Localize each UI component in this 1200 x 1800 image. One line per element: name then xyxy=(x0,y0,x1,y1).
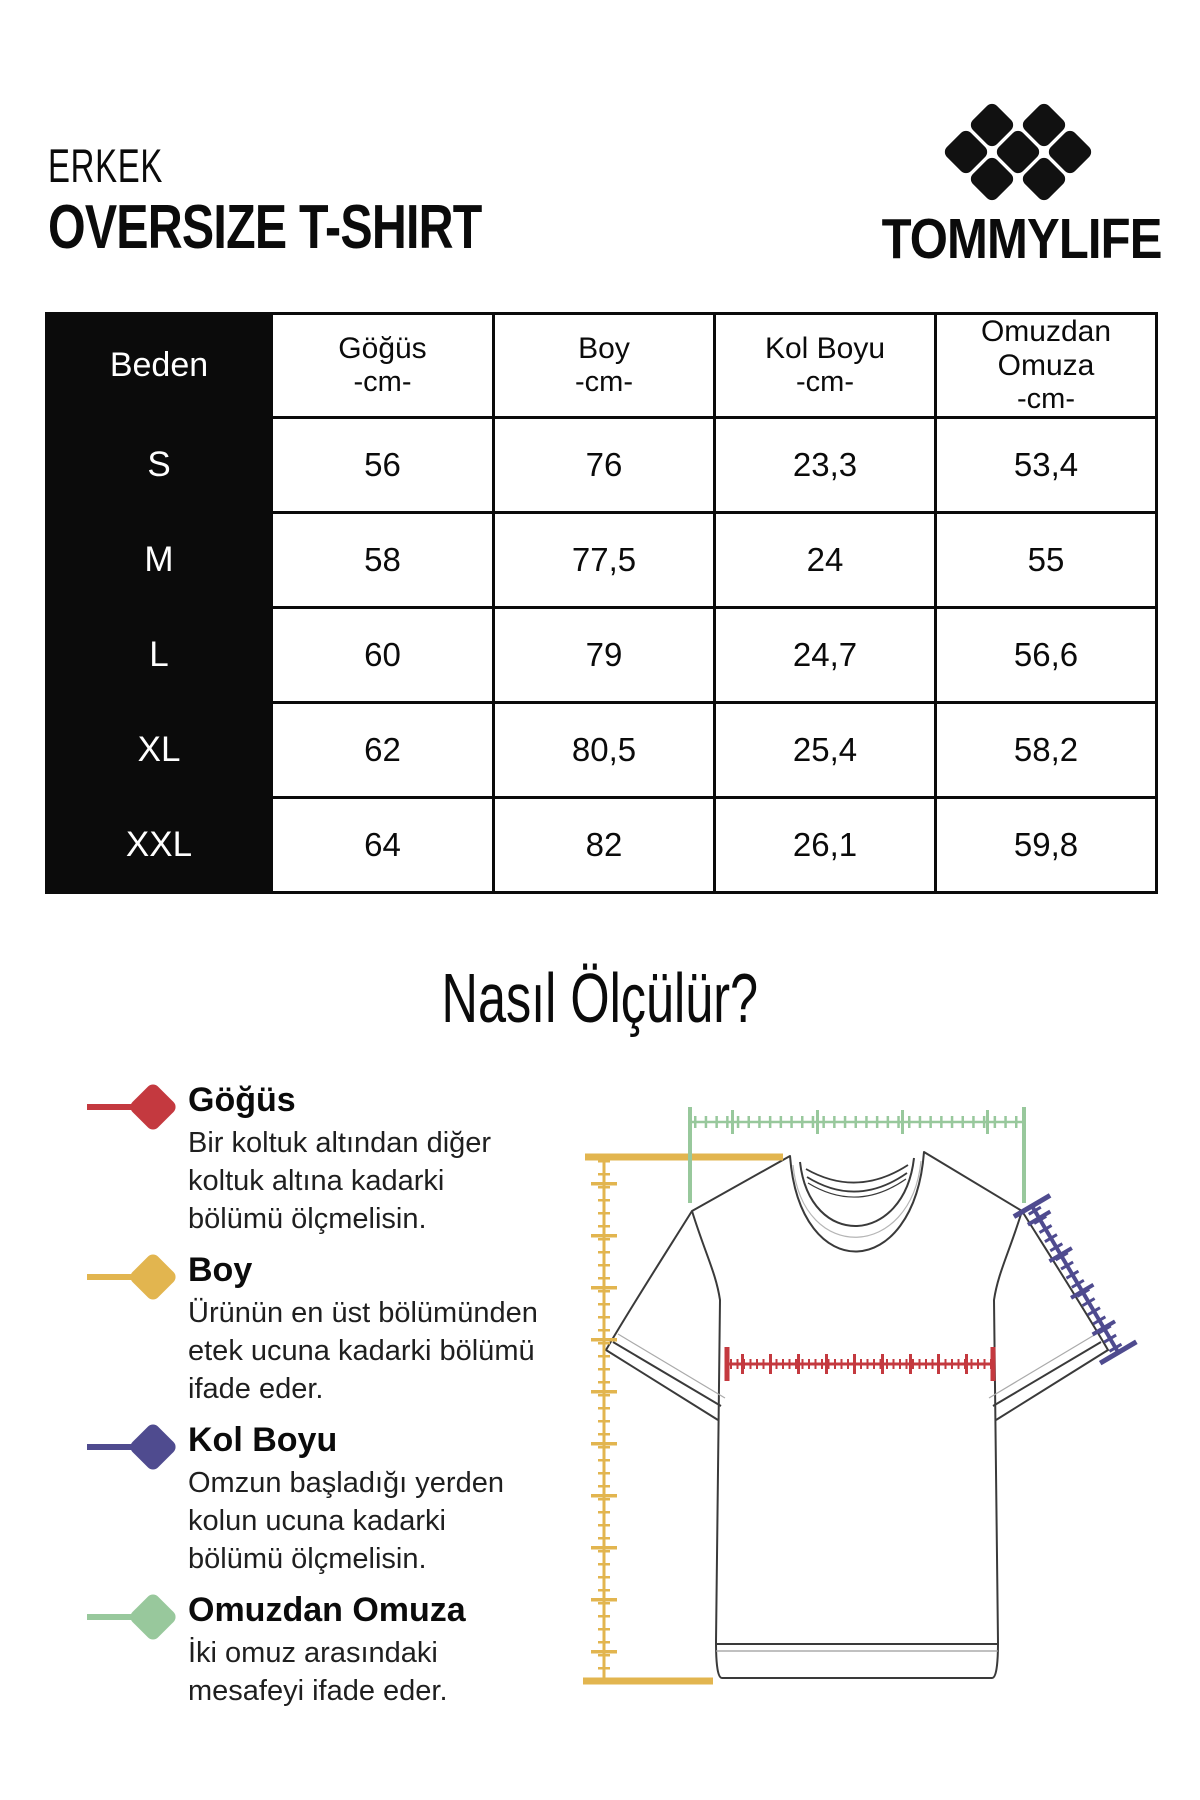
table-cell: 23,3 xyxy=(715,418,936,513)
table-cell: 25,4 xyxy=(715,703,936,798)
table-cell: 79 xyxy=(494,608,715,703)
table-row xyxy=(47,798,1157,893)
size-label: S xyxy=(47,418,272,513)
table-cell: 53,4 xyxy=(936,418,1157,513)
kol-boyu-marker xyxy=(85,1420,185,1480)
size-label: L xyxy=(47,608,272,703)
table-cell: 26,1 xyxy=(715,798,936,893)
table-cell: 55 xyxy=(936,513,1157,608)
legend-item-kol-boyu xyxy=(85,1420,505,1578)
legend-item-omuzdan-omuza xyxy=(85,1590,505,1710)
sleeve-ruler xyxy=(1014,1195,1136,1363)
table-row xyxy=(47,608,1157,703)
category-title: ERKEK xyxy=(48,139,164,192)
table-row xyxy=(47,703,1157,798)
table-cell: 58 xyxy=(272,513,494,608)
table-cell: 24 xyxy=(715,513,936,608)
table-cell: 76 xyxy=(494,418,715,513)
table-cell: 62 xyxy=(272,703,494,798)
table-cell: 82 xyxy=(494,798,715,893)
col-header-gogus: Göğüs -cm- xyxy=(272,314,494,418)
table-cell: 59,8 xyxy=(936,798,1157,893)
boy-marker xyxy=(85,1250,185,1310)
table-cell: 77,5 xyxy=(494,513,715,608)
size-label: M xyxy=(47,513,272,608)
table-cell: 56,6 xyxy=(936,608,1157,703)
table-row xyxy=(47,513,1157,608)
col-header-boy: Boy -cm- xyxy=(494,314,715,418)
size-table xyxy=(45,312,1158,894)
table-row xyxy=(47,418,1157,513)
legend-description: Omzun başladığı yerden kolun ucuna kadarki bölümü ölçmelisin. xyxy=(188,1467,504,1575)
table-cell: 64 xyxy=(272,798,494,893)
table-cell: 56 xyxy=(272,418,494,513)
gogus-marker xyxy=(85,1080,185,1140)
table-cell: 80,5 xyxy=(494,703,715,798)
size-label: XXL xyxy=(47,798,272,893)
legend-description: İki omuz arasındaki mesafeyi ifade eder. xyxy=(188,1637,448,1707)
size-label: XL xyxy=(47,703,272,798)
tshirt-outline xyxy=(606,1152,1108,1678)
gogus-diamond-icon xyxy=(128,1082,179,1133)
legend-item-gogus xyxy=(85,1080,505,1238)
col-header-omuzdan-omuza: Omuzdan Omuza -cm- xyxy=(936,314,1157,418)
table-cell: 24,7 xyxy=(715,608,936,703)
section-title: Nasıl Ölçülür? xyxy=(441,959,759,1037)
table-cell: 58,2 xyxy=(936,703,1157,798)
omuzdan-omuza-marker xyxy=(85,1590,185,1650)
brand-logo xyxy=(938,100,1108,210)
legend-item-boy xyxy=(85,1250,538,1408)
legend-name: Omuzdan Omuza xyxy=(188,1591,466,1629)
legend-description: Ürünün en üst bölümünden etek ucuna kadarki bölümü ifade eder. xyxy=(188,1297,538,1405)
kol-boyu-diamond-icon xyxy=(128,1422,179,1473)
col-header-kol-boyu: Kol Boyu -cm- xyxy=(715,314,936,418)
omuzdan-omuza-diamond-icon xyxy=(128,1592,179,1643)
table-cell: 60 xyxy=(272,608,494,703)
tshirt-diagram xyxy=(520,1040,1160,1760)
legend-name: Boy xyxy=(188,1251,253,1289)
legend-description: Bir koltuk altından diğer koltuk altına kadarki bölümü ölçmelisin. xyxy=(188,1127,492,1235)
legend-name: Göğüs xyxy=(188,1081,296,1119)
boy-diamond-icon xyxy=(128,1252,179,1303)
brand-name: TOMMYLIFE xyxy=(881,207,1162,271)
legend-name: Kol Boyu xyxy=(188,1421,338,1459)
product-title: OVERSIZE T-SHIRT xyxy=(48,193,482,262)
size-table-corner: Beden xyxy=(47,314,272,418)
